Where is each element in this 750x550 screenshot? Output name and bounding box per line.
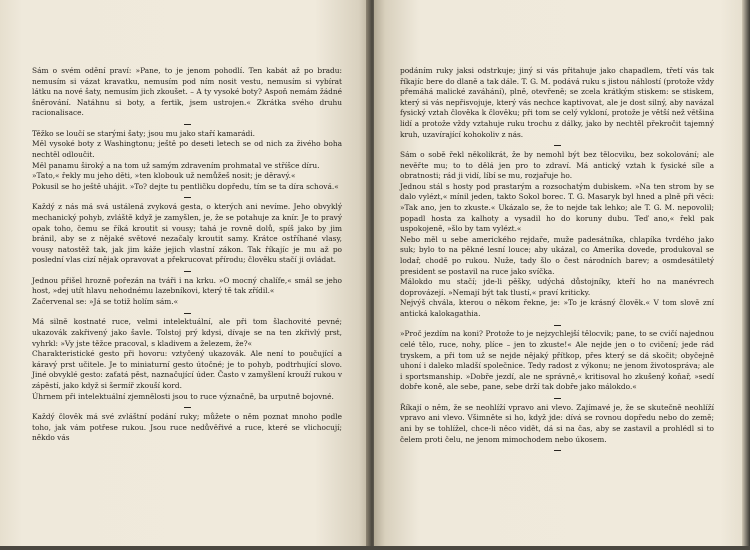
right-page	[374, 0, 750, 546]
section-dash	[554, 325, 561, 326]
right-paragraph: Nebo měl u sebe amerického rejdaře, muže padesátníka, chlapíka tvrdého jako suk; bylo to na pěkné lesní louce; aby ukázal, co Amerika dovede, produkoval se lodař, chodě po rukou. Nuže, tady šlo o čest národních barev; a osmdesátiletý president se postavil na ruce jako svíčka.	[400, 234, 714, 276]
left-paragraph: Charakteristické gesto při hovoru: vztyčený ukazovák. Ale není to poučující a káravý prst učitele. Je to miniaturní gesto útočné; je to pohyb, podtrhující slovo. Jiné obvyklé gesto: zaťatá pěst, naznačující úder. Často v zamyšlení krouží rukou v zápěstí, jako když si šermíř zkouší kord.	[32, 349, 342, 390]
section-dash	[184, 124, 191, 125]
section-dash	[184, 313, 191, 314]
left-paragraph: Začervenal se: »Já se totiž holím sám.«	[32, 296, 179, 306]
right-paragraph: »Proč jezdím na koni? Protože to je nejzychlejší tělocvik; pane, to se cvičí najednou celé tělo, ruce, nohy, plíce – jen to zkuste!« Ale nejde jen o to cvičení; jede rád tryskem, a při tom už se nejde nějaký přítkop, přes který se dá skočit; obyčejně uhoní i daleko mladší společnice. Tedy radost z výkonu; ne jenom životospráva; ale i sportsmanship. »Dobře jezdí, ale ne správně,« kritisoval ho zkušený koňař, »sedí dobře koně, ale sebe, pane, sebe drží tak dobře jako málokdo.«	[400, 329, 714, 392]
section-dash	[184, 197, 191, 198]
right-paragraph: Nejvýš chvála, kterou o někom řekne, je: »To je krásný člověk.« V tom slově zní antická kalokagathia.	[400, 298, 714, 318]
section-dash	[184, 407, 191, 408]
left-paragraph: Sám o svém odění praví: »Pane, to je jenom pohodlí. Ten kabát až po bradu: nemusím si vázat kravatku, nemusím pod ním nosit vestu, nemusím si vybírat látku na nové šaty, nemusím jich zkoušet. – A ty vysoké boty? Aspoň nemám žádné šněrování. Natáhnu si boty, a fertik, jsem ustrojen.« Zkrátka svého druhu racionalisace.	[32, 66, 342, 118]
left-paragraph: Pokusil se ho ještě uhájit. »To? dejte tu pentličku dopředu, tím se ta díra schová.«	[32, 181, 339, 191]
right-paragraph: Říkají o něm, že se neohlíží vpravo ani vlevo. Zajímavé je, že se skutečně neohlíží vpravo ani vlevo. Všimněte si ho, když jde: dívá se rovnou dopředu nebo do země; ani by se tohlížel, chce-li něco vidět, dá si na čas, aby se zastavil a prohlédl si to čelem proti čelu, ne jenom mimochodem nebo úkosem.	[400, 402, 714, 444]
right-paragraph: podáním ruky jaksi odstrkuje; jiný si vás přitahuje jako chapadlem, třetí vás tak říkajíc bere do dlaně a tak dále. T. G. M. podává ruku s jistou náhlostí (protože vždy přemáhá malické zaváhání), plně, otevřeně; se zcela krátkým stiskem: se stiskem, který si vás nepřisvojuje, který vás nechce kaptivovat, ale je dost silný, aby navázal fysický vztah člověka k člověku; při tom se celý vykloní, protože je větší než většina lidí a protože vždy vztahuje ruku trochu z dálky, jako by nechtěl překročit tajemný kruh, uzavírající kohokoliv z nás.	[400, 66, 714, 139]
left-paragraph: Každý člověk má své zvláštní podání ruky; můžete o něm poznat mnoho podle toho, jak vám potřese rukou. Jsou ruce nedůvěřivé a ruce, které se vlichocují; někdo vás	[32, 412, 342, 443]
section-dash	[554, 398, 561, 399]
book-bottom-edge	[0, 546, 750, 550]
left-paragraph: Každý z nás má svá ustálená zvyková gesta, o kterých ani nevíme. Jeho obvyklý mechanický pohyb, zvláště když je zamyšlen, je, že se potahuje za knír. Je to pravý opak toho, čemu se říká kroutit si vousy; tahá je rovně dolů, spíš jako by jim bránil, aby se z nějaké světové nezačaly kroutit samy. Krátce ostříhané vlasy, vousy natostěž tak, jak jim káže jejich vlastní zákon. Tak říkajíc je mu až po poslední vlas cizí nějak opravovat a překrucovat přírodu; člověku stačí ji ovládat.	[32, 202, 342, 265]
left-paragraph: Měl vysoké boty z Washingtonu; ještě po deseti letech se od nich za živého boha nechtěl odloučit.	[32, 139, 342, 160]
left-paragraph: Jednou přišel hrozně pořezán na tváři i na krku. »O mocný chalífe,« smál se jeho host, »dej utít hlavu nehodnému lazebníkovi, který tě tak zřídil.«	[32, 275, 342, 296]
right-page-text	[400, 66, 714, 455]
left-paragraph: Měl panamu široký a na tom už samým zdravením prohmatal ve stříšce díru.	[32, 160, 320, 170]
left-paragraph: »Tato,« řekly mu jeho děti, »ten klobouk už nemůžeš nosit; je děravý.«	[32, 171, 296, 181]
right-paragraph: Sám o sobě řekl několikrát, že by nemohl být bez tělocviku, bez sokolování; ale nevěřte mu; to to dělá jen pro to zdraví. Má antický vztah k fysické síle a obratnosti; rád ji vidí, líbí se mu, rozjařuje ho.	[400, 150, 714, 181]
left-page-text	[32, 66, 342, 444]
right-paragraph: Málokdo mu stačí; jde-li pěšky, udýchá důstojníky, kteří ho na manévrech doprovázejí. »Nemají být tak tlustí,« praví kriticky.	[400, 277, 714, 297]
left-page	[0, 0, 370, 546]
section-dash	[184, 271, 191, 272]
section-dash	[554, 145, 561, 146]
book-cover-edge	[742, 0, 750, 550]
right-paragraph: Jednou stál s hosty pod prastarým a rozsochatým dubiskem. »Na ten strom by se dalo vylézt,« mínil jeden, takto Sokol borec. T. G. Masaryk byl hned a plně při věci: »Tak ano, jen to zkuste.« Ukázalo se, že to nejde tak lehko; ale T. G. M. nepovolil; popadl hosta za kalhoty a vysadil ho do koruny dubu. Teď ano,« řekl pak uspokojeně, »šlo by tam vylézt.«	[400, 181, 714, 234]
left-paragraph: Úhrnem při intelektuální zjemnělosti jsou to ruce význačně, ba urputně bojovné.	[32, 391, 334, 401]
section-dash	[554, 450, 561, 451]
left-paragraph: Má silně kostnaté ruce, velmi intelektuální, ale při tom šlachovité pevné; ukazovák zakřivený jako šavle. Tolstoj prý kdysi, dívaje se na ten zkřivlý prst, vyhrkl: »Vy jste těžce pracoval, s kladivem a železem, že?«	[32, 317, 342, 348]
left-paragraph: Těžko se loučí se starými šaty; jsou mu jako staří kamarádi.	[32, 128, 255, 138]
